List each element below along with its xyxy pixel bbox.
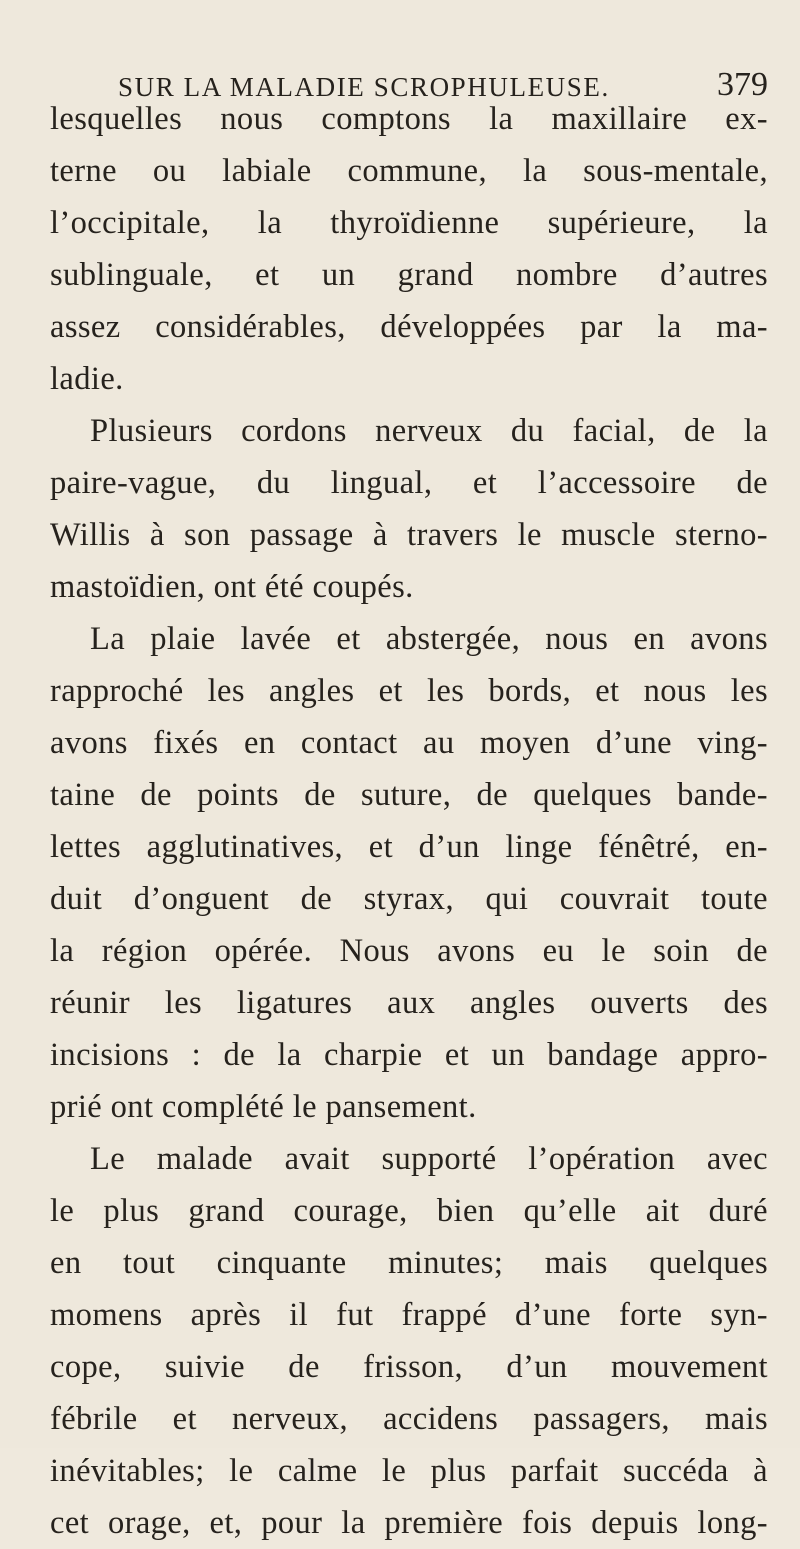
text-line: incisions : de la charpie et un bandage appro- (50, 1037, 768, 1073)
text-line: Le malade avait supporté l’opération avec (90, 1141, 768, 1177)
text-line: en tout cinquante minutes; mais quelques (50, 1245, 768, 1281)
text-line: rapproché les angles et les bords, et nous les (50, 673, 768, 709)
page-number: 379 (717, 66, 768, 103)
text-line: lettes agglutinatives, et d’un linge fénêtré, en- (50, 829, 768, 865)
text-line: mastoïdien, ont été coupés. (50, 569, 414, 605)
text-line: l’occipitale, la thyroïdienne supérieure, la (50, 205, 768, 241)
text-line: momens après il fut frappé d’une forte syn- (50, 1297, 768, 1333)
text-line: la région opérée. Nous avons eu le soin de (50, 933, 768, 969)
text-line: paire-vague, du lingual, et l’accessoire de (50, 465, 768, 501)
page-body (50, 93, 768, 1549)
text-line: avons fixés en contact au moyen d’une ving- (50, 725, 768, 761)
text-line: prié ont complété le pansement. (50, 1089, 477, 1125)
text-line: sublinguale, et un grand nombre d’autres (50, 257, 768, 293)
running-title: SUR LA MALADIE SCROPHULEUSE. (118, 72, 610, 102)
text-line: le plus grand courage, bien qu’elle ait duré (50, 1193, 768, 1229)
text-line: fébrile et nerveux, accidens passagers, mais (50, 1401, 768, 1437)
text-line: ladie. (50, 361, 124, 397)
text-line: assez considérables, développées par la ma- (50, 309, 768, 345)
text-line: cope, suivie de frisson, d’un mouvement (50, 1349, 768, 1385)
text-line: La plaie lavée et abstergée, nous en avons (90, 621, 768, 657)
text-line: terne ou labiale commune, la sous-mentale, (50, 153, 768, 189)
text-line: réunir les ligatures aux angles ouverts des (50, 985, 768, 1021)
text-line: inévitables; le calme le plus parfait succéda à (50, 1453, 768, 1489)
text-line: lesquelles nous comptons la maxillaire ex- (50, 101, 768, 137)
text-line: duit d’onguent de styrax, qui couvrait toute (50, 881, 768, 917)
text-line: Willis à son passage à travers le muscle sterno- (50, 517, 768, 553)
text-line: Plusieurs cordons nerveux du facial, de la (90, 413, 768, 449)
text-line: taine de points de suture, de quelques bande- (50, 777, 768, 813)
text-line: cet orage, et, pour la première fois depuis long- (50, 1505, 768, 1541)
